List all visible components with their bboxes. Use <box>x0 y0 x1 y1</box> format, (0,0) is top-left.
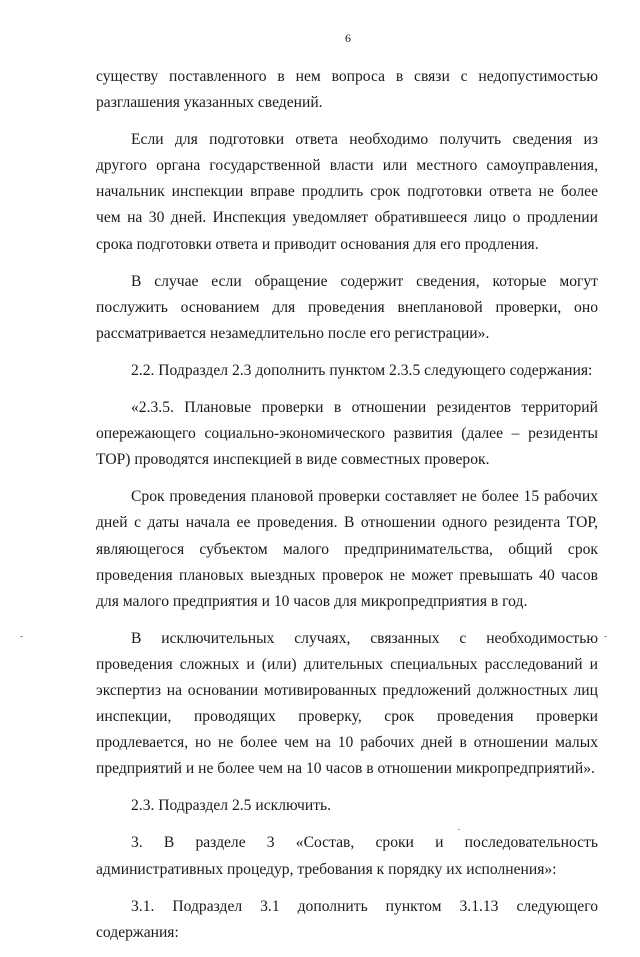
scan-speck <box>458 829 460 830</box>
paragraph-clause-2-3-5: «2.3.5. Плановые проверки в отношении резидентов территорий опережающего социально-экономического развития (далее – резиденты ТОР) проводятся инспекцией в виде совместных проверок. <box>96 399 598 469</box>
body-text <box>96 64 598 957</box>
paragraph-inspection-duration: Срок проведения плановой проверки составляет не более 15 рабочих дней с даты начала ее проведения. В отношении одного резидента ТОР, являющегося субъектом малого предпринимательства, общий срок проведения плановых выездных проверок не может превышать 40 часов для малого предприятия и 10 часов для микропредприятия в год. <box>96 488 598 610</box>
paragraph-response-extension: Если для подготовки ответа необходимо получить сведения из другого органа государственной власти или местного самоуправления, начальник инспекции вправе продлить срок подготовки ответа не более чем на 30 дней. Инспекция уведомляет обратившееся лицо о продлении срока подготовки ответа и приводит основания для его продления. <box>96 131 598 253</box>
paragraph-exceptional-cases: В исключительных случаях, связанных с необходимостью проведения сложных и (или) длительных специальных расследований и экспертиз на основании мотивированных предложений должностных лиц инспекции, проводящих проверку, срок проведения проверки продлевается, но не более чем на 10 рабочих дней в отношении малых предприятий и не более чем на 10 часов в отношении микропредприятий». <box>96 629 598 778</box>
page-number: 6 <box>345 31 351 45</box>
paragraph-unscheduled-inspection: В случае если обращение содержит сведения, которые могут послужить основанием для проведения внеплановой проверки, оно рассматривается незамедлительно после его регистрации». <box>96 272 598 342</box>
paragraph-section-3: 3. В разделе 3 «Состав, сроки и последовательность административных процедур, требования к порядку их исполнения»: <box>96 834 598 878</box>
scan-speck <box>604 636 607 637</box>
paragraph-clause-2-3: 2.3. Подраздел 2.5 исключить. <box>131 797 332 815</box>
scan-speck <box>20 636 23 637</box>
paragraph-continuation: существу поставленного в нем вопроса в связи с недопустимостью разглашения указанных сведений. <box>96 68 598 112</box>
paragraph-clause-3-1: 3.1. Подраздел 3.1 дополнить пунктом 3.1.13 следующего содержания: <box>96 897 598 941</box>
paragraph-clause-2-2: 2.2. Подраздел 2.3 дополнить пунктом 2.3.5 следующего содержания: <box>131 361 593 379</box>
